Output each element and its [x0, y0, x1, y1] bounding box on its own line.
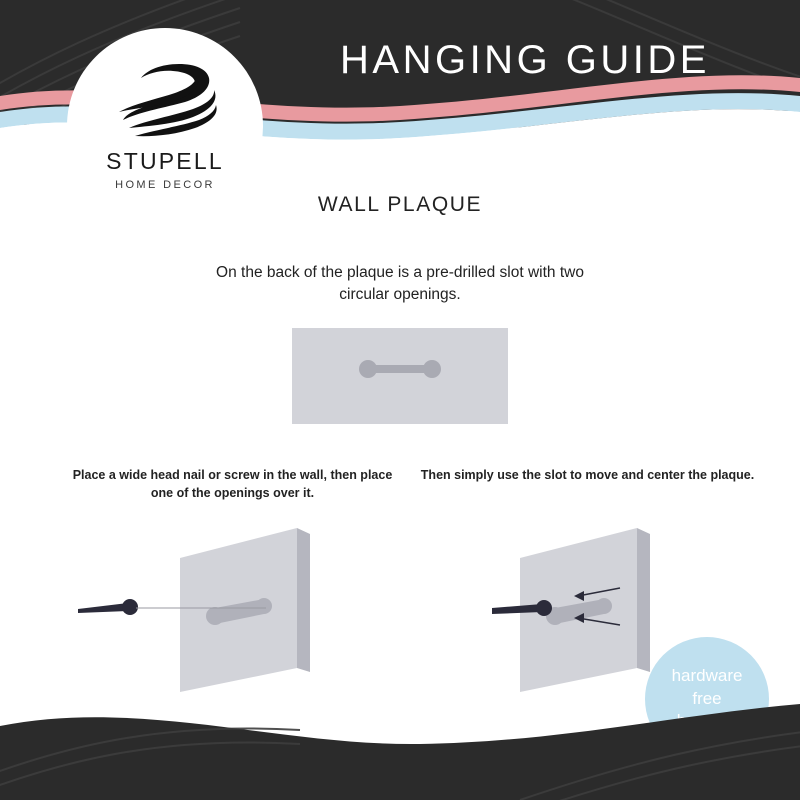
- brand-logo-badge: [67, 28, 263, 224]
- step-1-instruction: On the back of the plaque is a pre-drilled slot with two circular openings.: [216, 264, 584, 304]
- stupell-swoosh-logo-icon: [105, 50, 225, 146]
- page-title: HANGING GUIDE: [340, 38, 710, 82]
- nail-in-wall-diagram: [60, 520, 410, 700]
- badge-line-1: hardware: [671, 665, 743, 685]
- brand-name: STUPELL: [106, 148, 224, 174]
- step-3-instruction: Then simply use the slot to move and center the plaque.: [420, 468, 755, 482]
- badge-line-2: free: [692, 688, 722, 708]
- step-2-instruction: Place a wide head nail or screw in the wall, then place one of the openings over it.: [72, 468, 393, 501]
- plaque-back-diagram: [292, 328, 508, 424]
- brand-tagline: HOME DECOR: [115, 179, 215, 191]
- page-subtitle: WALL PLAQUE: [317, 193, 483, 216]
- bottom-decorative-band: [0, 680, 800, 800]
